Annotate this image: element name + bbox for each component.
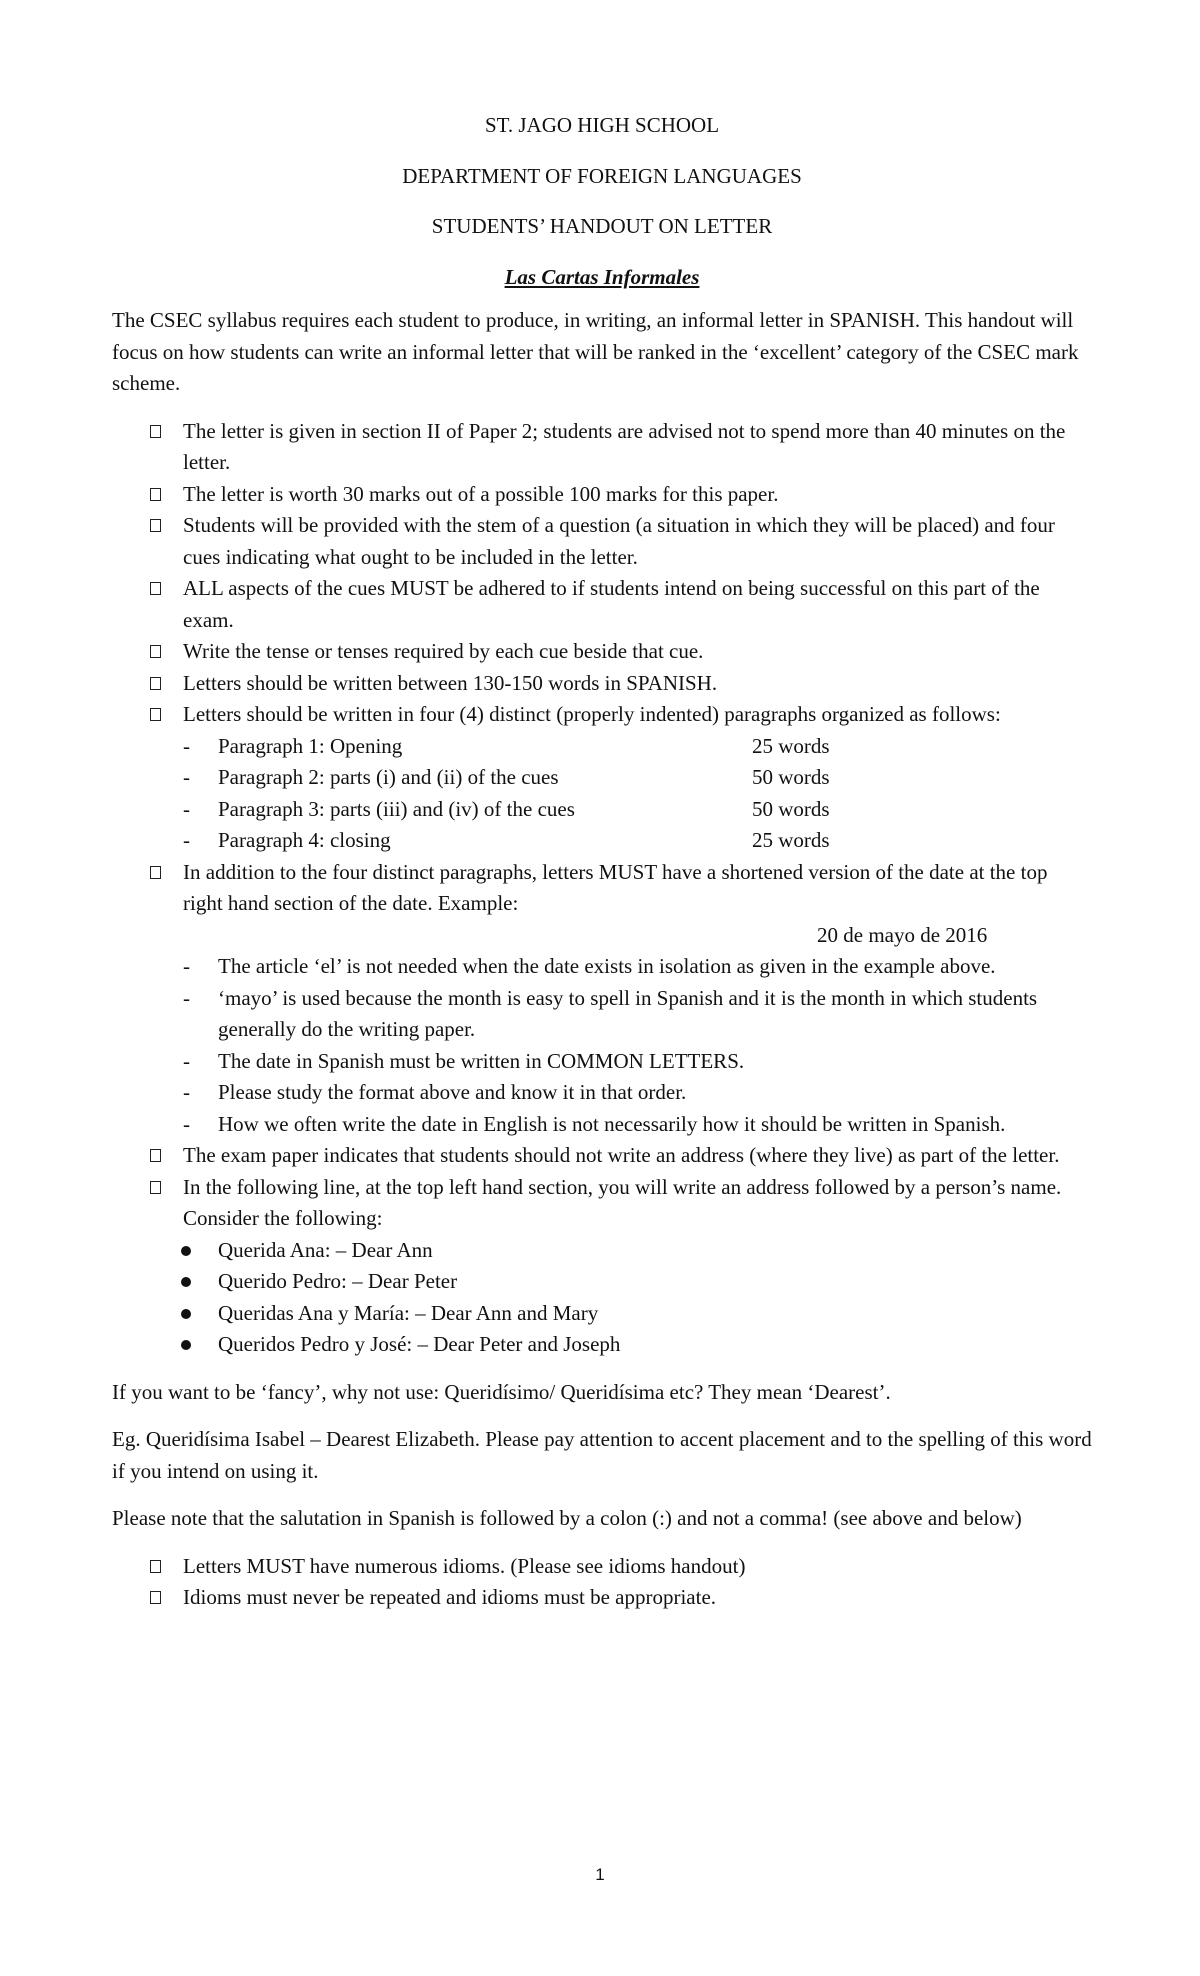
paragraph-plan-row: - Paragraph 4: closing 25 words — [183, 828, 830, 852]
list-item: Letters should be written in four (4) distinct (properly indented) paragraphs organized as follows: — [112, 699, 1092, 731]
intro-paragraph: The CSEC syllabus requires each student to produce, in writing, an informal letter in SPANISH. This handout will focus on how students can write an informal letter that will be ranked in the ‘excellent’ category of the CSEC mark scheme. — [112, 308, 1079, 395]
list-item: The letter is worth 30 marks out of a possible 100 marks for this paper. — [112, 479, 1092, 511]
salutation-example: Queridos Pedro y José: – Dear Peter and Joseph — [112, 1329, 1092, 1361]
paragraph-plan-row: - Paragraph 2: parts (i) and (ii) of the cues 50 words — [183, 765, 830, 789]
checkbox-bullet-icon — [150, 1560, 161, 1573]
date-example: 20 de mayo de 2016 — [817, 922, 988, 947]
list-item: The letter is given in section II of Paper 2; students are advised not to spend more than 40 minutes on the letter. — [112, 416, 1092, 479]
checkbox-bullet-icon — [150, 519, 161, 532]
list-item: Students will be provided with the stem of a question (a situation in which they will be placed) and four cues indicating what ought to be included in the letter. — [112, 510, 1092, 573]
salutation-example: Querido Pedro: – Dear Peter — [112, 1266, 1092, 1298]
list-item: Idioms must never be repeated and idioms must be appropriate. — [112, 1582, 1092, 1614]
fancy-paragraph: If you want to be ‘fancy’, why not use: Queridísimo/ Queridísima etc? They mean ‘Dearest’. — [112, 1379, 891, 1404]
list-item: In the following line, at the top left hand section, you will write an address followed by a person’s name. Consider the following: — [112, 1172, 1092, 1235]
example-paragraph: Eg. Queridísima Isabel – Dearest Elizabeth. Please pay attention to accent placement and to the spelling of this word if you intend on using it. — [112, 1427, 1092, 1483]
school-name: ST. JAGO HIGH SCHOOL — [484, 113, 720, 137]
department-name: DEPARTMENT OF FOREIGN LANGUAGES — [402, 163, 802, 188]
date-note: - The date in Spanish must be written in COMMON LETTERS. — [183, 1048, 745, 1073]
checkbox-bullet-icon — [150, 1591, 161, 1604]
date-note: - ‘mayo’ is used because the month is easy to spell in Spanish and it is the month in which students generally do the writing paper. — [183, 985, 1038, 1041]
paragraph-plan-row: - Paragraph 1: Opening 25 words — [183, 733, 830, 758]
colon-note-paragraph: Please note that the salutation in Spanish is followed by a colon (:) and not a comma! (see above and below) — [112, 1506, 1022, 1530]
date-note: - How we often write the date in English is not necessarily how it should be written in Spanish. — [183, 1111, 1006, 1136]
salutation-example: Queridas Ana y María: – Dear Ann and Mary — [112, 1298, 1092, 1330]
checkbox-bullet-icon — [150, 1149, 161, 1162]
checkbox-bullet-icon — [150, 582, 161, 595]
date-note: - Please study the format above and know it in that order. — [183, 1080, 687, 1104]
checkbox-bullet-icon — [150, 645, 161, 658]
list-item: In addition to the four distinct paragraphs, letters MUST have a shortened version of the date at the top right hand section of the date. Example: — [112, 857, 1092, 920]
list-item: Letters should be written between 130-150 words in SPANISH. — [112, 668, 1092, 700]
bullet-dot-icon — [181, 1246, 191, 1256]
bullet-dot-icon — [181, 1277, 191, 1287]
handout-title: STUDENTS’ HANDOUT ON LETTER — [431, 214, 773, 238]
list-item: The exam paper indicates that students should not write an address (where they live) as part of the letter. — [112, 1140, 1092, 1172]
checkbox-bullet-icon — [150, 1181, 161, 1194]
page-number: 1 — [595, 1865, 605, 1884]
list-item: Write the tense or tenses required by each cue beside that cue. — [112, 636, 1092, 668]
checkbox-bullet-icon — [150, 488, 161, 501]
checkbox-bullet-icon — [150, 677, 161, 690]
checkbox-bullet-icon — [150, 425, 161, 438]
checkbox-bullet-icon — [150, 866, 161, 879]
list-item: Letters MUST have numerous idioms. (Please see idioms handout) — [112, 1551, 1092, 1583]
date-note: - The article ‘el’ is not needed when the date exists in isolation as given in the example above. — [183, 954, 996, 978]
bullet-dot-icon — [181, 1340, 191, 1350]
bullet-dot-icon — [181, 1309, 191, 1319]
paragraph-plan-row: - Paragraph 3: parts (iii) and (iv) of the cues 50 words — [183, 796, 830, 821]
document-body — [112, 110, 1092, 1614]
document-title: Las Cartas Informales — [504, 264, 700, 289]
list-item: ALL aspects of the cues MUST be adhered to if students intend on being successful on this part of the exam. — [112, 573, 1092, 636]
checkbox-bullet-icon — [150, 708, 161, 721]
salutation-example: Querida Ana: – Dear Ann — [112, 1235, 1092, 1267]
